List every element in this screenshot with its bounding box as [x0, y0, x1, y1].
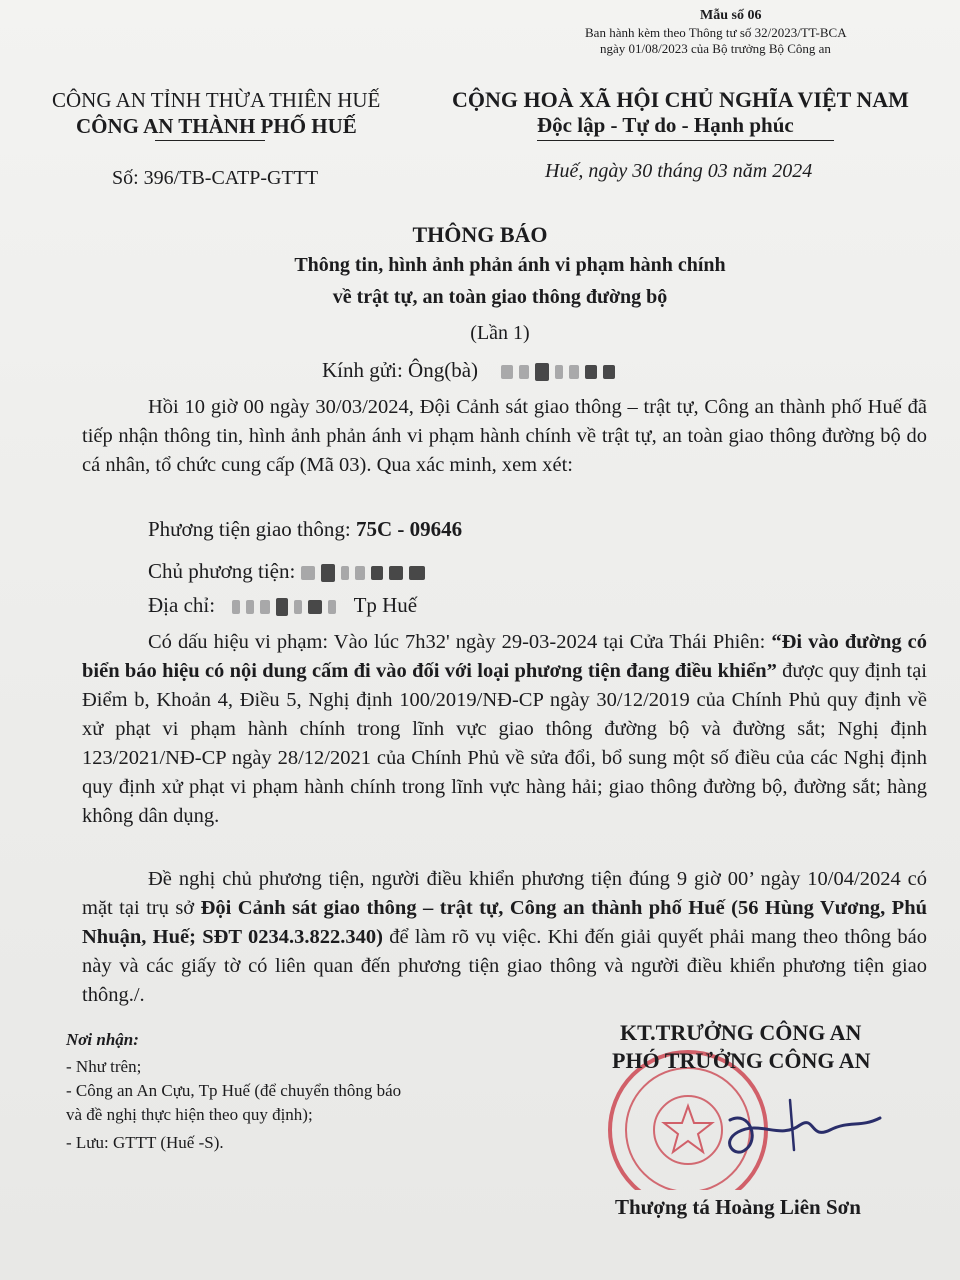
motto-underline — [537, 140, 834, 141]
owner-line — [148, 559, 431, 584]
vehicle-plate: 75C - 09646 — [355, 517, 463, 541]
form-issued-line-1: Ban hành kèm theo Thông tư số 32/2023/TT-BCA — [585, 25, 847, 40]
vehicle-label: Phương tiện giao thông: — [148, 517, 356, 541]
paragraph-intro: Hồi 10 giờ 00 ngày 30/03/2024, Đội Cảnh sát giao thông – trật tự, Công an thành phố Huế đã tiếp nhận thông tin, hình ảnh phản ánh vi phạm hành chính về trật tự, an toàn giao thông đường bộ do cá nhân, tổ chức cung cấp (Mã 03). Qua xác minh, xem xét: — [82, 396, 927, 476]
agency-underline — [155, 140, 265, 141]
paragraph-violation — [82, 628, 927, 831]
recipients-item: - Lưu: GTTT (Huế -S). — [66, 1133, 224, 1152]
form-number: Mẫu số 06 — [700, 8, 762, 23]
recipients-item: - Như trên; — [66, 1057, 142, 1076]
agency-parent: CÔNG AN TỈNH THỪA THIÊN HUẾ — [52, 88, 381, 112]
redacted-owner — [301, 559, 431, 583]
violation-legal-basis: được quy định tại Điểm b, Khoản 4, Điều 5, Nghị định 100/2019/NĐ-CP ngày 30/12/2019 của Chính Phủ quy định về xử phạt vi phạm hành chính trong lĩnh vực giao thông đường bộ và đường sắt; Nghị định 123/2021/NĐ-CP ngày 28/12/2021 của Chính Phủ về sửa đổi, bổ sung một số điều của các Nghị định quy định xử phạt vi phạm hành chính trong lĩnh vực hàng hải; giao thông đường bộ, đường sắt; hàng không dân dụng. — [82, 660, 927, 827]
address-line — [148, 593, 417, 618]
recipient-label: Kính gửi: Ông(bà) — [322, 358, 479, 382]
request-location: Đội Cảnh sát giao thông – trật tự, Công an thành phố Huế (56 Hùng Vương, Phú Nhuận, Huế; SĐT 0234.3.822.340) — [82, 897, 927, 948]
owner-label: Chủ phương tiện: — [148, 559, 296, 583]
document-subtitle-line-2: về trật tự, an toàn giao thông đường bộ — [332, 286, 668, 308]
agency-name: CÔNG AN THÀNH PHỐ HUẾ — [76, 114, 357, 138]
national-motto: Độc lập - Tự do - Hạnh phúc — [537, 113, 794, 137]
nation-title: CỘNG HOÀ XÃ HỘI CHỦ NGHĨA VIỆT NAM — [452, 87, 909, 112]
address-city: Tp Huế — [353, 593, 418, 617]
issue-number: (Lần 1) — [470, 322, 530, 344]
handwritten-signature — [690, 1080, 890, 1170]
request-rest: để làm rõ vụ việc. Khi đến giải quyết phải mang theo thông báo này và các giấy tờ có liên quan đến phương tiện giao thông và người điều khiển phương tiện giao thông./. — [82, 926, 927, 1006]
document-subtitle-line-1: Thông tin, hình ảnh phản ánh vi phạm hành chính — [294, 254, 726, 276]
document-date: Huế, ngày 30 tháng 03 năm 2024 — [545, 160, 813, 182]
document-number: Số: 396/TB-CATP-GTTT — [112, 167, 319, 189]
violation-description: “Đi vào đường có biển báo hiệu có nội dung cấm đi vào đối với loại phương tiện đang điều khiển” — [82, 631, 927, 682]
signature-title-2: PHÓ TRƯỞNG CÔNG AN — [612, 1048, 871, 1073]
recipients-item: - Công an An Cựu, Tp Huế (để chuyển thông báo — [66, 1081, 402, 1100]
recipients-heading: Nơi nhận: — [66, 1030, 139, 1049]
signer-name: Thượng tá Hoàng Liên Sơn — [615, 1195, 861, 1219]
request-intro: Đề nghị chủ phương tiện, người điều khiển phương tiện đúng 9 giờ 00’ ngày 10/04/2024 có mặt tại trụ sở — [82, 868, 927, 919]
redacted-name — [501, 358, 621, 382]
violation-intro: Có dấu hiệu vi phạm: Vào lúc 7h32' ngày 29-03-2024 tại Cửa Thái Phiên: — [148, 631, 772, 653]
vehicle-line — [148, 517, 462, 542]
redacted-address — [232, 593, 347, 617]
document-title: THÔNG BÁO — [412, 222, 548, 247]
paragraph-request — [82, 865, 927, 1010]
address-label: Địa chỉ: — [148, 593, 216, 617]
form-issued-line-2: ngày 01/08/2023 của Bộ trưởng Bộ Công an — [600, 41, 831, 56]
signature-title-1: KT.TRƯỞNG CÔNG AN — [620, 1020, 862, 1045]
recipient-line — [322, 358, 621, 383]
recipients-item: và đề nghị thực hiện theo quy định); — [66, 1105, 313, 1124]
